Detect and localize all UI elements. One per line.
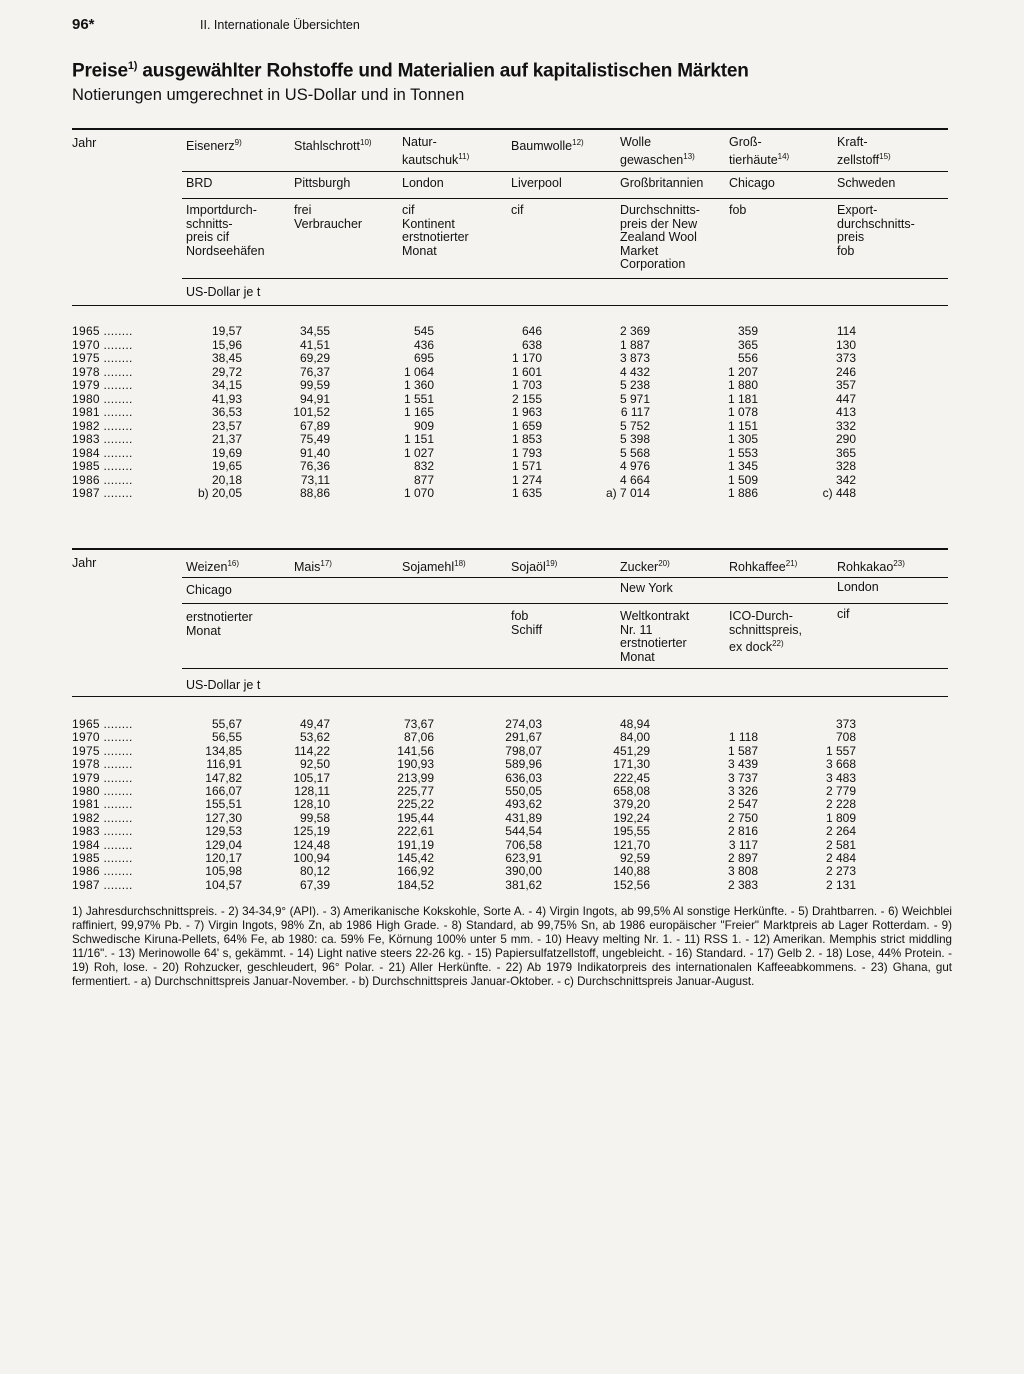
place-chicago: Chicago — [186, 583, 232, 597]
table-cell: 190,93 — [397, 757, 434, 772]
row-year: 1984 ........ — [72, 837, 133, 852]
table-cell: 195,55 — [613, 824, 650, 839]
table-cell: 48,94 — [619, 717, 650, 731]
table-cell: 75,49 — [299, 432, 330, 446]
column-header-year: Jahr — [72, 556, 97, 570]
unit-label: US-Dollar je t — [186, 678, 261, 692]
column-place: Schweden — [837, 176, 896, 190]
table-cell: 3 326 — [727, 784, 758, 798]
title-word: Preise — [72, 60, 128, 82]
column-header-name: Sojamehl — [402, 560, 455, 575]
row-year: 1984 ........ — [72, 445, 133, 460]
table-cell: 1 274 — [511, 472, 542, 487]
table-cell: 5 752 — [619, 418, 650, 433]
column-header-name: Baumwolle — [511, 139, 573, 154]
column-place: Pittsburgh — [294, 176, 351, 190]
table-cell: 147,82 — [205, 770, 242, 785]
column-header-name: Groß- tierhäute — [729, 135, 778, 167]
column-header — [402, 557, 466, 575]
table-cell: 1 963 — [511, 405, 542, 419]
table-cell: 436 — [413, 337, 434, 352]
column-header — [837, 136, 891, 167]
table-cell: 99,59 — [299, 378, 330, 392]
table-cell: 451,29 — [613, 743, 650, 758]
column-header-name: Sojaöl — [511, 560, 546, 575]
row-year: 1983 ........ — [72, 824, 133, 839]
row-year: 1978 ........ — [72, 757, 133, 772]
table-cell: 105,17 — [293, 770, 330, 785]
running-head: II. Internationale Übersichten — [200, 18, 360, 32]
table-cell: 191,19 — [397, 837, 434, 852]
table-cell: 19,69 — [211, 445, 242, 460]
table-cell: 1 151 — [727, 418, 758, 433]
table-cell: 695 — [413, 351, 434, 365]
table-cell: 41,93 — [211, 391, 242, 406]
table-cell: 116,91 — [206, 757, 242, 772]
column-header-name: Rohkaffee — [729, 560, 786, 575]
table-cell: 34,55 — [299, 324, 330, 338]
table-cell: b) 20,05 — [197, 486, 242, 500]
table-cell: 2 897 — [727, 851, 758, 865]
row-year: 1965 ........ — [72, 717, 133, 731]
table-cell: 4 976 — [619, 459, 650, 473]
table-cell: 192,24 — [613, 810, 650, 825]
table-rule — [182, 198, 948, 199]
column-header — [620, 136, 695, 167]
table-cell: 2 581 — [825, 837, 856, 852]
table-cell: 120,17 — [205, 851, 242, 865]
table-cell: a) 7 014 — [605, 486, 650, 500]
column-basis: frei Verbraucher — [294, 203, 363, 231]
table-cell: 332 — [835, 418, 856, 433]
table-cell: 127,30 — [205, 810, 242, 825]
table-cell: 545 — [413, 324, 434, 338]
table-cell: 225,77 — [397, 784, 434, 798]
table-cell: 171,30 — [613, 757, 650, 772]
table-cell: 1 587 — [727, 743, 758, 758]
row-year: 1985 ........ — [72, 851, 133, 865]
table-cell: 2 750 — [727, 810, 758, 825]
table-rule — [72, 696, 948, 697]
table-cell: 56,55 — [211, 730, 242, 745]
table-cell: 73,11 — [300, 472, 330, 487]
column-basis: Importdurch- schnitts- preis cif Nordseehäfen — [186, 203, 265, 258]
table-cell: 41,51 — [299, 337, 330, 352]
table-cell: 94,91 — [299, 391, 330, 406]
table-cell: 373 — [835, 351, 856, 365]
table-cell: 1 070 — [403, 486, 434, 500]
row-year: 1979 ........ — [72, 770, 133, 785]
table-cell: 1 360 — [403, 378, 434, 392]
table-cell: 357 — [835, 378, 856, 392]
table-cell: 365 — [835, 445, 856, 460]
table-cell: 91,40 — [299, 445, 330, 460]
column-header — [402, 136, 469, 167]
table-cell: 129,53 — [205, 824, 242, 839]
table-cell: 2 273 — [825, 864, 856, 879]
column-place: Liverpool — [511, 176, 562, 190]
table-cell: 1 880 — [727, 378, 758, 392]
place-london: London — [837, 580, 879, 594]
table-cell: 706,58 — [505, 837, 542, 852]
table-rule — [72, 548, 948, 550]
table-cell: 1 886 — [727, 486, 758, 500]
table-cell: 145,42 — [397, 851, 434, 865]
table-rule — [182, 577, 948, 578]
table-cell: 2 383 — [727, 877, 758, 892]
column-header-sup: 15) — [879, 151, 891, 161]
column-header — [729, 136, 789, 167]
column-header — [186, 136, 242, 154]
row-year: 1975 ........ — [72, 351, 133, 365]
column-header-name: Zucker — [620, 560, 659, 575]
row-year: 1981 ........ — [72, 405, 133, 419]
table-cell: 130 — [835, 337, 856, 352]
table-cell: 166,07 — [205, 784, 242, 798]
table-cell: 638 — [521, 337, 542, 352]
table-cell: 87,06 — [403, 730, 434, 745]
table-cell: 114 — [836, 324, 856, 338]
row-year: 1983 ........ — [72, 432, 133, 446]
table-cell: 1 305 — [727, 432, 758, 446]
row-year: 1985 ........ — [72, 459, 133, 473]
table-cell: 2 155 — [511, 391, 542, 406]
table-cell: 373 — [835, 717, 856, 731]
table-cell: c) 448 — [822, 486, 856, 500]
row-year: 1982 ........ — [72, 418, 133, 433]
row-year: 1980 ........ — [72, 391, 133, 406]
column-header — [186, 557, 239, 575]
column-header-year: Jahr — [72, 136, 97, 150]
table-cell: 92,50 — [299, 757, 330, 772]
table-cell: 3 873 — [619, 351, 650, 365]
table-cell: 155,51 — [205, 797, 242, 812]
table-cell: 128,11 — [294, 784, 330, 798]
column-header-sup: 11) — [458, 151, 470, 161]
table-cell: 5 398 — [619, 432, 650, 446]
table-cell: 2 369 — [619, 324, 650, 338]
row-year: 1975 ........ — [72, 743, 133, 758]
table-cell: 1 553 — [727, 445, 758, 460]
table-cell: 1 151 — [403, 432, 434, 446]
table-cell: 290 — [835, 432, 856, 446]
table-cell: 909 — [413, 418, 434, 433]
row-year: 1981 ........ — [72, 797, 133, 812]
basis-sojaoel: fob Schiff — [511, 609, 543, 637]
page-subtitle: Notierungen umgerechnet in US-Dollar und in Tonnen — [72, 86, 465, 104]
table-cell: 36,53 — [211, 405, 242, 419]
column-header-sup: 12) — [572, 138, 584, 147]
table-raw-materials-1 — [72, 128, 948, 508]
column-header-name: Rohkakao — [837, 560, 894, 575]
table-cell: 798,07 — [505, 743, 542, 758]
table-rule — [182, 278, 948, 279]
table-cell: 3 483 — [825, 770, 856, 785]
column-header — [511, 136, 584, 154]
table-raw-materials-2 — [72, 548, 948, 898]
table-cell: 213,99 — [397, 770, 434, 785]
table-cell: 4 432 — [619, 364, 650, 379]
column-header-name: Eisenerz — [186, 139, 235, 154]
table-rule — [72, 305, 948, 306]
table-cell: 1 064 — [403, 364, 434, 379]
table-cell: 114,22 — [294, 743, 330, 758]
column-place: Großbritannien — [620, 176, 704, 190]
table-cell: 623,91 — [505, 851, 542, 865]
column-header-sup: 14) — [777, 151, 790, 161]
table-cell: 291,67 — [505, 730, 542, 745]
table-cell: 1 571 — [511, 459, 542, 473]
column-header-sup: 21) — [785, 559, 798, 568]
column-header-sup: 9) — [234, 138, 242, 147]
table-cell: 1 793 — [511, 445, 542, 460]
table-cell: 359 — [737, 324, 758, 338]
table-cell: 20,18 — [211, 472, 242, 487]
table-cell: 365 — [737, 337, 758, 352]
table-cell: 379,20 — [613, 797, 650, 812]
table-cell: 3 808 — [727, 864, 758, 879]
table-rule — [182, 668, 948, 669]
table-cell: 34,15 — [211, 378, 242, 392]
table-cell: 3 439 — [727, 757, 758, 772]
basis-zucker: Weltkontrakt Nr. 11 erstnotierter Monat — [620, 609, 690, 664]
table-cell: 1 703 — [511, 378, 542, 392]
table-cell: 29,72 — [211, 364, 242, 379]
table-cell: 1 551 — [403, 391, 434, 406]
table-cell: 222,61 — [397, 824, 434, 839]
table-cell: 390,00 — [505, 864, 542, 879]
table-cell: 274,03 — [505, 717, 542, 731]
table-cell: 134,85 — [205, 743, 242, 758]
column-basis: cif Kontinent erstnotierter Monat — [402, 203, 469, 258]
table-cell: 589,96 — [505, 757, 542, 772]
basis-weizen: erstnotierter Monat — [186, 610, 253, 638]
table-cell: 84,00 — [619, 730, 650, 745]
column-header — [294, 136, 372, 154]
column-header-sup: 13) — [683, 151, 695, 161]
table-cell: 381,62 — [505, 877, 542, 892]
table-cell: 550,05 — [505, 784, 542, 798]
column-header-name: Natur- kautschuk — [402, 135, 459, 167]
footnotes: 1) Jahresdurchschnittspreis. - 2) 34-34,9° (API). - 3) Amerikanische Kokskohle, Sorte A. - 4) Virgin Ingots, ab 99,5% Al sonstige Herkünfte. - 5) Drahtbarren. - 6) Weichblei raffiniert, 99,97% Pb. - 7) Virgin Ingots, 98% Zn, ab 1986 High Grade. - 8) Standard, ab 99,75% Sn, ab 1986 europäischer "Freier" Marktpreis ab Lager Rotterdam. - 9) Schwedische Kiruna-Pellets, 64% Fe, ab 1980: ca. 59% Fe, Körnung 100% unter 5 mm. - 10) Heavy melting Nr. 1. - 11) RSS 1. - 12) Amerikan. Memphis strict middling 11/16". - 13) Merinowolle 64' s, gekämmt. - 14) Light native steers 22-26 kg. - 15) Papiersulfatzellstoff, ungebleicht. - 16) Standard. - 17) Gelb 2. - 18) Lose, 44% Protein. - 19) Roh, lose. - 20) Rohzucker, geschleudert, 96° Polar. - 21) Aller Herkünfte. - 22) Ab 1979 Indikatorpreis des internationalen Kaffeeabkommens. - 23) Ghana, gut fermentiert. - a) Durchschnittspreis Januar-November. - b) Durchschnittspreis Januar-Oktober. - c) Durchschnittspreis Januar-August. — [72, 905, 952, 988]
table-cell: 129,04 — [205, 837, 242, 852]
table-cell: 1 207 — [727, 364, 758, 379]
place-new-york: New York — [620, 581, 673, 595]
column-header — [729, 557, 797, 575]
row-year: 1986 ........ — [72, 472, 133, 487]
table-cell: 3 117 — [728, 837, 758, 852]
column-header-sup: 20) — [658, 559, 670, 568]
table-cell: 225,22 — [397, 797, 434, 812]
basis-rohkaffee — [729, 610, 802, 655]
table-cell: 21,37 — [211, 432, 242, 446]
column-header-name: Weizen — [186, 560, 228, 575]
column-header-sup: 17) — [320, 559, 332, 568]
table-cell: 413 — [835, 405, 856, 419]
column-header — [511, 557, 557, 575]
row-year: 1965 ........ — [72, 324, 133, 338]
table-cell: 2 547 — [727, 797, 758, 812]
table-cell: 23,57 — [211, 418, 242, 433]
table-cell: 53,62 — [299, 730, 330, 745]
table-cell: 1 887 — [619, 337, 650, 352]
row-year: 1978 ........ — [72, 364, 133, 379]
table-cell: 76,36 — [299, 459, 330, 473]
row-year: 1970 ........ — [72, 337, 133, 352]
table-cell: 15,96 — [211, 337, 242, 352]
table-cell: 1 601 — [511, 364, 542, 379]
column-place: London — [402, 176, 444, 190]
page-number: 96* — [72, 16, 95, 33]
table-cell: 5 971 — [619, 391, 650, 406]
table-cell: 5 568 — [619, 445, 650, 460]
table-cell: 105,98 — [205, 864, 242, 879]
table-cell: 125,19 — [293, 824, 330, 839]
table-cell: 328 — [835, 459, 856, 473]
table-cell: 2 228 — [825, 797, 856, 812]
table-cell: 1 635 — [511, 486, 542, 500]
column-place: Chicago — [729, 176, 775, 190]
column-header-name: Wolle gewaschen — [620, 135, 684, 167]
table-cell: 92,59 — [619, 851, 650, 865]
table-cell: 67,89 — [299, 418, 330, 433]
column-header-name: Stahlschrott — [294, 139, 361, 154]
table-rule — [182, 603, 948, 604]
basis-rohkaffee-sup: 22) — [772, 639, 784, 648]
column-header — [837, 557, 905, 575]
column-header-name: Mais — [294, 560, 321, 575]
unit-label: US-Dollar je t — [186, 285, 261, 299]
row-year: 1986 ........ — [72, 864, 133, 879]
table-cell: 101,52 — [293, 405, 330, 419]
title-rest: ausgewählter Rohstoffe und Materialien auf kapitalistischen Märkten — [137, 60, 749, 82]
row-year: 1987 ........ — [72, 486, 133, 500]
table-cell: 1 118 — [728, 730, 758, 745]
table-cell: 99,58 — [299, 810, 330, 825]
table-cell: 5 238 — [619, 378, 650, 392]
table-cell: 104,57 — [205, 877, 242, 892]
row-year: 1979 ........ — [72, 378, 133, 392]
row-year: 1982 ........ — [72, 810, 133, 825]
table-cell: 646 — [521, 324, 542, 338]
column-basis: Export- durchschnitts- preis fob — [837, 203, 915, 258]
table-cell: 195,44 — [397, 810, 434, 825]
table-cell: 658,08 — [613, 784, 650, 798]
table-cell: 6 117 — [620, 405, 650, 419]
table-cell: 2 264 — [825, 824, 856, 839]
table-cell: 121,70 — [613, 837, 650, 852]
column-basis: cif — [511, 203, 524, 217]
column-basis: fob — [729, 203, 747, 217]
column-header-sup: 10) — [360, 138, 372, 147]
table-cell: 67,39 — [299, 877, 330, 892]
column-header — [294, 557, 332, 575]
column-place: BRD — [186, 176, 213, 190]
table-cell: 3 668 — [825, 757, 856, 772]
table-cell: 2 484 — [825, 851, 856, 865]
column-header-name: Kraft- zellstoff — [837, 135, 880, 167]
table-cell: 128,10 — [293, 797, 330, 812]
table-cell: 76,37 — [299, 364, 330, 379]
table-cell: 1 509 — [727, 472, 758, 487]
row-year: 1970 ........ — [72, 730, 133, 745]
table-cell: 3 737 — [727, 770, 758, 785]
table-cell: 184,52 — [397, 877, 434, 892]
table-cell: 447 — [835, 391, 856, 406]
column-header — [620, 557, 670, 575]
table-cell: 544,54 — [505, 824, 542, 839]
table-cell: 493,62 — [505, 797, 542, 812]
table-cell: 88,86 — [299, 486, 330, 500]
table-cell: 556 — [737, 351, 758, 365]
table-cell: 80,12 — [299, 864, 330, 879]
table-cell: 55,67 — [211, 717, 242, 731]
row-year: 1980 ........ — [72, 784, 133, 798]
table-cell: 708 — [835, 730, 856, 745]
table-cell: 431,89 — [505, 810, 542, 825]
table-cell: 1 659 — [511, 418, 542, 433]
column-basis: Durchschnitts- preis der New Zealand Wool Market Corporation — [620, 203, 700, 271]
table-cell: 1 557 — [825, 743, 856, 758]
basis-rohkaffee-text: ICO-Durch- schnittspreis, ex dock — [729, 609, 802, 655]
table-cell: 100,94 — [293, 851, 330, 865]
table-cell: 1 170 — [511, 351, 542, 365]
table-cell: 1 345 — [727, 459, 758, 473]
table-rule — [72, 128, 948, 130]
column-header-sup: 18) — [454, 559, 466, 568]
table-rule — [182, 171, 948, 172]
table-cell: 140,88 — [613, 864, 650, 879]
table-cell: 1 078 — [727, 405, 758, 419]
table-cell: 246 — [835, 364, 856, 379]
table-cell: 636,03 — [505, 770, 542, 785]
table-cell: 222,45 — [613, 770, 650, 785]
basis-rohkakao: cif — [837, 607, 850, 621]
table-cell: 4 664 — [619, 472, 650, 487]
table-cell: 166,92 — [397, 864, 434, 879]
table-cell: 1 853 — [511, 432, 542, 446]
table-cell: 877 — [413, 472, 434, 487]
table-cell: 2 816 — [727, 824, 758, 839]
table-cell: 69,29 — [299, 351, 330, 365]
table-cell: 152,56 — [613, 877, 650, 892]
title-footnote-mark: 1) — [127, 60, 138, 72]
table-cell: 141,56 — [397, 743, 434, 758]
table-cell: 19,65 — [211, 459, 242, 473]
table-cell: 1 165 — [403, 405, 434, 419]
row-year: 1987 ........ — [72, 877, 133, 892]
column-header-sup: 16) — [227, 559, 240, 568]
table-cell: 342 — [835, 472, 856, 487]
table-cell: 124,48 — [293, 837, 330, 852]
table-cell: 1 027 — [403, 445, 434, 460]
table-cell: 73,67 — [403, 717, 434, 731]
table-cell: 1 181 — [727, 391, 758, 406]
table-cell: 49,47 — [299, 717, 330, 731]
table-cell: 19,57 — [211, 324, 242, 338]
column-header-sup: 19) — [545, 559, 558, 568]
table-cell: 38,45 — [211, 351, 242, 365]
page-title — [72, 60, 749, 82]
column-header-sup: 23) — [893, 559, 905, 568]
table-cell: 2 131 — [825, 877, 856, 892]
table-cell: 832 — [413, 459, 434, 473]
table-cell: 1 809 — [825, 810, 856, 825]
table-cell: 2 779 — [825, 784, 856, 798]
